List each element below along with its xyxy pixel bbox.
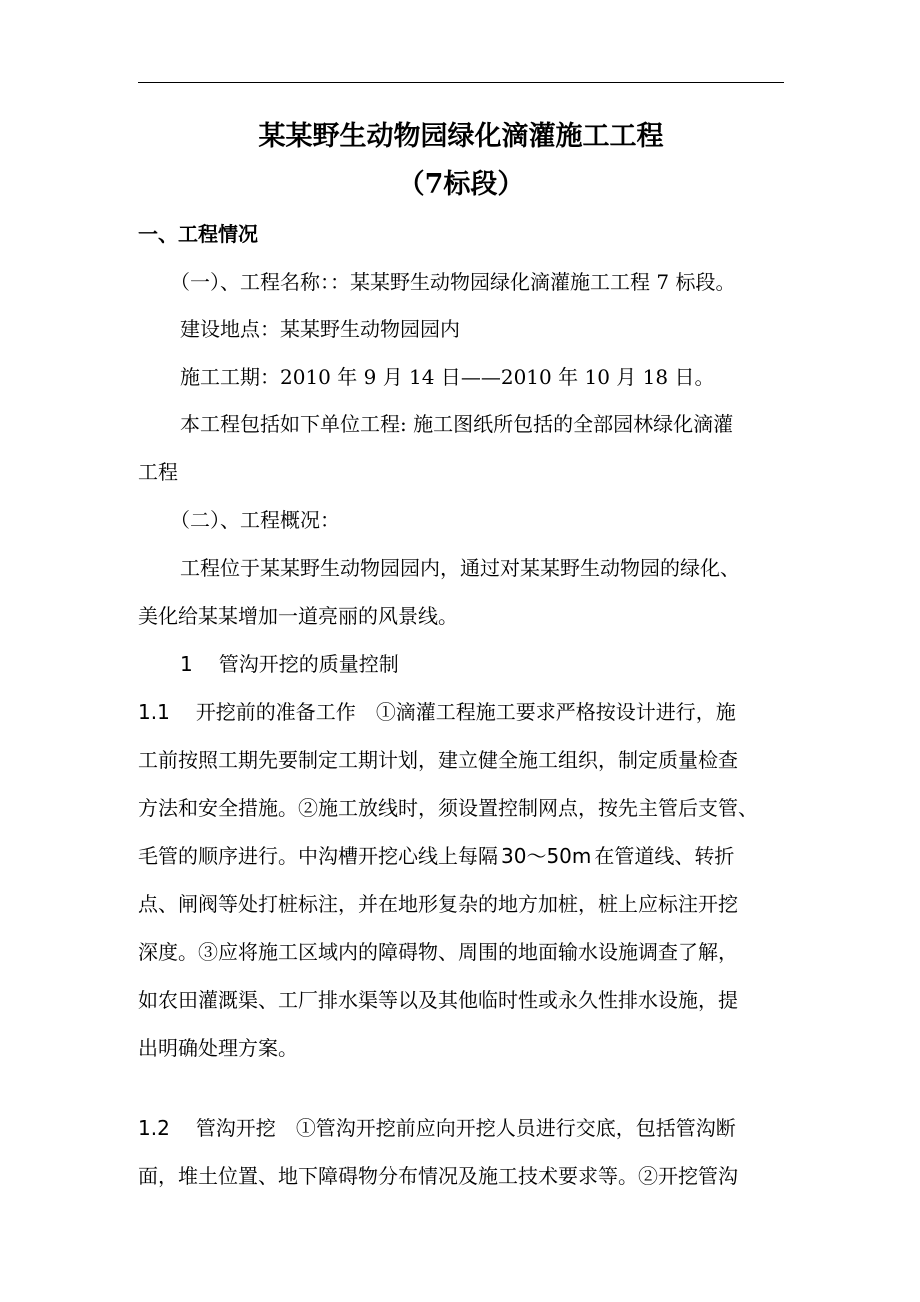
item-1-1-line8: 出明确处理方案。 <box>138 1036 298 1060</box>
item-1-2-line1 <box>138 1113 788 1143</box>
item-1-1-title: 开挖前的准备工作 <box>195 700 356 724</box>
item-1-heading <box>138 649 830 679</box>
item-1-2-title: 管沟开挖 <box>195 1116 276 1140</box>
item-1-1-line1 <box>138 697 788 727</box>
project-name-paragraph: （一）、工程名称：：某某野生动物园绿化滴灌施工工程 7 标段。 <box>170 270 736 294</box>
document-subtitle: （7标段） <box>397 169 525 200</box>
item-1-1-line5: 点、闸阀等处打桩标注，并在地形复杂的地方加桩，桩上应标注开挖 <box>138 892 738 916</box>
item-1-1-line4-text-b: 在管道线、转折 <box>594 844 735 868</box>
header-rule <box>138 82 784 83</box>
item-1-number: 1 <box>180 652 193 676</box>
item-1-1-spacing-value: 30～50m <box>501 844 592 868</box>
item-1-2-text: ①管沟开挖前应向开挖人员进行交底，包括管沟断 <box>295 1116 736 1140</box>
item-1-1-line2: 工前按照工期先要制定工期计划，建立健全施工组织，制定质量检查 <box>138 748 738 772</box>
item-1-1-line6: 深度。③应将施工区域内的障碍物、周围的地面输水设施调查了解， <box>138 940 738 964</box>
item-1-1-line4-text-a: 毛管的顺序进行。中沟槽开挖心线上每隔 <box>138 844 498 868</box>
item-1-2-number: 1.2 <box>138 1116 170 1140</box>
item-1-1-text: ①滴灌工程施工要求严格按设计进行，施 <box>375 700 736 724</box>
item-1-title: 管沟开挖的质量控制 <box>218 652 399 676</box>
period-paragraph: 施工工期：2010 年 9 月 14 日——2010 年 10 月 18 日。 <box>180 365 715 389</box>
document-title: 某某野生动物园绿化滴灌施工工程 <box>258 121 664 152</box>
item-1-2-line2: 面，堆土位置、地下障碍物分布情况及施工技术要求等。②开挖管沟 <box>138 1164 738 1188</box>
item-1-1-line4 <box>138 841 788 871</box>
item-1-1-number: 1.1 <box>138 700 170 724</box>
scope-paragraph-line2: 工程 <box>138 460 178 484</box>
item-1-1-line7: 如农田灌溉渠、工厂排水渠等以及其他临时性或永久性排水设施，提 <box>138 988 738 1012</box>
item-1-1-line3: 方法和安全措施。②施工放线时，须设置控制网点，按先主管后支管、 <box>138 796 758 820</box>
overview-subheading: （二）、工程概况： <box>170 508 340 532</box>
overview-paragraph-line2: 美化给某某增加一道亮丽的风景线。 <box>138 604 458 628</box>
location-paragraph: 建设地点：某某野生动物园园内 <box>180 317 460 341</box>
scope-paragraph-line1: 本工程包括如下单位工程: 施工图纸所包括的全部园林绿化滴灌 <box>180 412 734 436</box>
overview-paragraph-line1: 工程位于某某野生动物园园内，通过对某某野生动物园的绿化、 <box>180 556 740 580</box>
section-heading-project-info: 一、工程情况 <box>138 222 258 246</box>
